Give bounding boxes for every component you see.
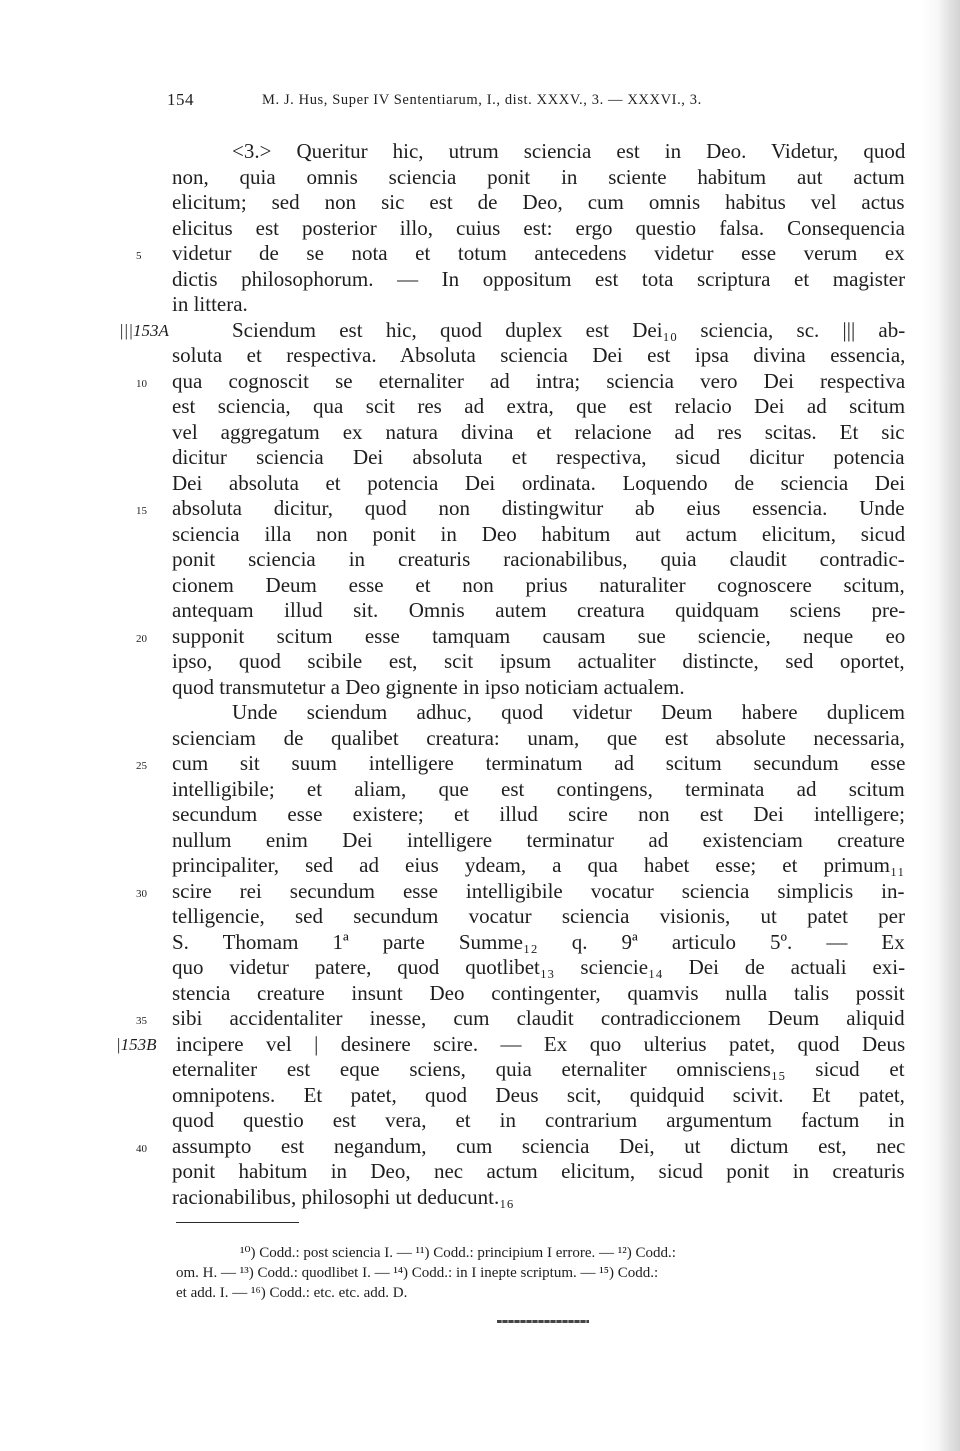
text-line <box>0 1134 960 1160</box>
text-line <box>0 139 960 165</box>
text-line <box>0 879 960 905</box>
line-text: sibi accidentaliter inesse, cum claudit contradiccionem Deum aliquid <box>172 1006 905 1030</box>
line-text: incipere vel | desinere scire. — Ex quo ulterius patet, quod Deus <box>176 1031 906 1056</box>
text-line <box>0 904 960 930</box>
line-text: vel aggregatum ex natura divina et relacione ad res scitas. Et sic <box>172 419 905 444</box>
text-line <box>0 955 960 981</box>
text-line <box>0 1083 960 1109</box>
text-line <box>0 547 960 573</box>
line-text: stencia creature insunt Deo contingenter, quamvis nulla talis possit <box>172 980 905 1005</box>
line-text: supponit scitum esse tamquam causam sue sciencie, neque eo <box>172 623 906 648</box>
line-number: 15 <box>136 505 147 517</box>
line-text: elicitum; sed non sic est de Deo, cum omnis habitus vel actus <box>172 190 905 214</box>
line-text: cionem Deum esse et non prius naturaliter cognoscere scitum, <box>172 572 905 597</box>
line-text: ponit sciencia in creaturis racionabilibus, quia claudit contradic- <box>172 547 905 571</box>
footnote-line: ¹⁰) Codd.: post sciencia I. — ¹¹) Codd.: principium I errore. — ¹²) Codd.: <box>240 1245 676 1261</box>
running-head <box>167 88 847 112</box>
text-line <box>0 522 960 548</box>
text-line <box>0 598 960 624</box>
line-text: quo videtur patere, quod quotlibet₁₃ sciencie₁₄ Dei de actuali exi- <box>172 955 906 979</box>
line-text: in littera. <box>172 292 248 316</box>
line-text: qua cognoscit se eternaliter ad intra; sciencia vero Dei respectiva <box>172 368 906 393</box>
text-line <box>0 802 960 828</box>
text-line <box>0 624 960 650</box>
line-text: omnipotens. Et patet, quod Deus scit, quidquid scivit. Et patet, <box>172 1082 905 1107</box>
margin-folio-ref: |153B <box>116 1034 157 1054</box>
main-text <box>0 139 960 1210</box>
line-text: Unde sciendum adhuc, quod videtur Deum habere duplicem <box>232 700 906 724</box>
line-text: secundum esse existere; et illud scire non est Dei intelligere; <box>172 802 905 826</box>
line-text: soluta et respectiva. Absoluta sciencia Dei est ipsa divina essencia, <box>172 343 906 367</box>
text-line <box>0 1057 960 1083</box>
text-line <box>0 828 960 854</box>
text-line <box>0 471 960 497</box>
text-line <box>0 369 960 395</box>
line-number: 40 <box>136 1142 147 1155</box>
text-line <box>0 777 960 803</box>
page-end-ornament <box>497 1320 589 1323</box>
text-line <box>0 216 960 242</box>
line-text: est sciencia, qua scit res ad extra, que est relacio Dei ad scitum <box>172 394 906 418</box>
text-line <box>0 649 960 675</box>
line-text: telligencie, sed secundum vocatur sciencia visionis, ut patet per <box>172 904 905 928</box>
line-text: nullum enim Dei intelligere terminatur ad existenciam creature <box>172 827 905 852</box>
text-line <box>0 241 960 267</box>
line-text: S. Thomam 1ª parte Summe₁₂ q. 9ª articulo 5º. — Ex <box>172 929 905 954</box>
footnote-line: et add. I. — ¹⁶) Codd.: etc. etc. add. D. <box>176 1285 408 1301</box>
line-text: cum sit suum intelligere terminatum ad scitum secundum esse <box>172 751 906 775</box>
line-text: scienciam de qualibet creatura: unam, que est absolute necessaria, <box>172 725 905 750</box>
text-line <box>0 1006 960 1032</box>
line-text: absoluta dicitur, quod non distingwitur ab eius essencia. Unde <box>172 496 905 520</box>
text-line <box>0 675 960 701</box>
footnote-line: om. H. — ¹³) Codd.: quodlibet I. — ¹⁴) Codd.: in I inepte scriptum. — ¹⁵) Codd.: <box>176 1265 659 1281</box>
margin-folio-ref: |||153A <box>119 320 169 340</box>
line-number: 35 <box>136 1015 147 1027</box>
line-text: eternaliter est eque sciens, quia eternaliter omnisciens₁₅ sicud et <box>172 1057 905 1081</box>
text-line <box>0 751 960 777</box>
footnotes <box>176 1243 906 1303</box>
line-text: dicitur sciencia Dei absoluta et respectiva, sicud dicitur potencia <box>172 445 905 469</box>
line-text: assumpto est negandum, cum sciencia Dei, ut dictum est, nec <box>172 1133 906 1158</box>
line-text: <3.> Queritur hic, utrum sciencia est in Deo. Videtur, quod <box>232 139 906 163</box>
text-line <box>0 496 960 522</box>
line-text: racionabilibus, philosophi ut deducunt.₁₆ <box>172 1184 514 1209</box>
line-number: 30 <box>136 887 147 900</box>
text-line <box>0 343 960 369</box>
text-line <box>0 1032 960 1058</box>
text-line <box>0 930 960 956</box>
running-title: M. J. Hus, Super IV Sententiarum, I., dist. XXXV., 3. — XXXVI., 3. <box>262 92 702 108</box>
line-number: 5 <box>136 250 142 262</box>
footnote-divider <box>176 1222 299 1223</box>
line-number: 10 <box>136 377 147 390</box>
line-text: intelligibile; et aliam, que est contingens, terminata ad scitum <box>172 776 905 801</box>
line-text: quod transmutetur a Deo gignente in ipso noticiam actualem. <box>172 674 685 699</box>
line-text: ipso, quod scibile est, scit ipsum actualiter distincte, sed oportet, <box>172 649 905 673</box>
text-line <box>0 318 960 344</box>
line-number: 20 <box>136 632 147 645</box>
line-text: quod questio est vera, et in contrarium argumentum factum in <box>172 1108 905 1132</box>
page-number: 154 <box>167 90 194 109</box>
text-line <box>0 981 960 1007</box>
line-text: principaliter, sed ad eius ydeam, a qua habet esse; et primum₁₁ <box>172 853 905 877</box>
text-line <box>0 267 960 293</box>
line-text: antequam illud sit. Omnis autem creatura quidquam sciens pre- <box>172 598 906 622</box>
line-text: scire rei secundum esse intelligibile vocatur sciencia simplicis in- <box>172 878 905 903</box>
text-line <box>0 1185 960 1211</box>
text-line <box>0 726 960 752</box>
line-text: sciencia illa non ponit in Deo habitum aut actum elicitum, sicud <box>172 521 906 546</box>
line-text: Dei absoluta et potencia Dei ordinata. Loquendo de sciencia Dei <box>172 470 906 495</box>
text-line <box>0 394 960 420</box>
text-line <box>0 190 960 216</box>
line-text: ponit habitum in Deo, nec actum elicitum, sicud ponit in creaturis <box>172 1159 905 1183</box>
line-number: 25 <box>136 760 147 772</box>
text-line <box>0 292 960 318</box>
text-line <box>0 420 960 446</box>
line-text: dictis philosophorum. — In oppositum est tota scriptura et magister <box>172 266 906 291</box>
text-line <box>0 853 960 879</box>
line-text: elicitus est posterior illo, cuius est: ergo questio falsa. Consequencia <box>172 215 905 240</box>
text-line <box>0 1159 960 1185</box>
text-line <box>0 700 960 726</box>
text-line <box>0 573 960 599</box>
text-line <box>0 445 960 471</box>
text-line <box>0 165 960 191</box>
text-line <box>0 1108 960 1134</box>
line-text: Sciendum est hic, quod duplex est Dei₁₀ sciencia, sc. ||| ab- <box>232 317 906 342</box>
line-text: videtur de se nota et totum antecedens videtur esse verum ex <box>172 241 905 265</box>
line-text: non, quia omnis sciencia ponit in sciente habitum aut actum <box>172 164 905 189</box>
